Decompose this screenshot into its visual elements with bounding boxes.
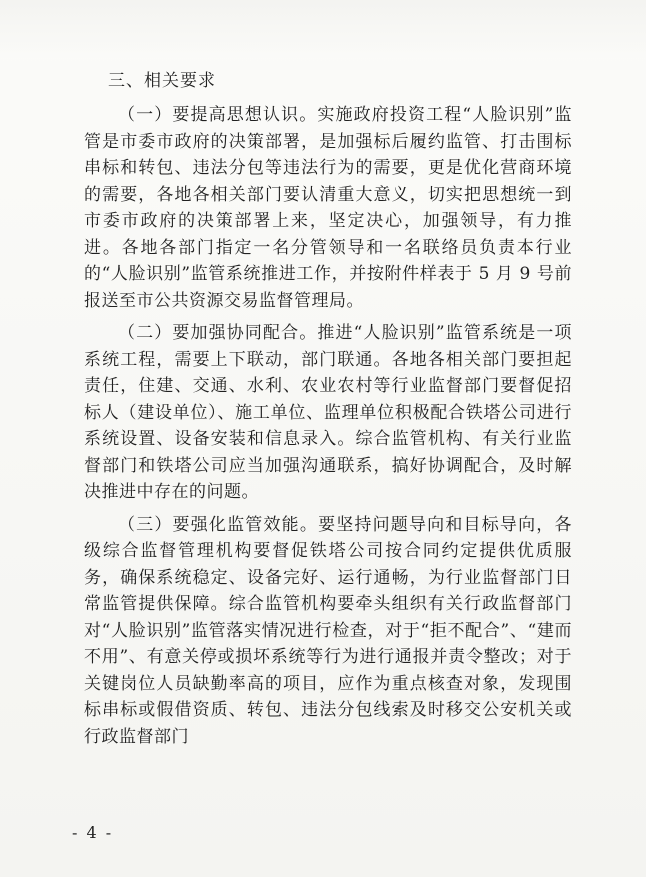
section-heading: 三、相关要求 [108, 71, 216, 91]
paragraph-1 [84, 102, 572, 314]
paragraph-2 [84, 320, 572, 506]
scan-shading [0, 0, 646, 60]
paragraph-3-text: 要坚持问题导向和目标导向，各级综合监督管理机构要督促铁塔公司按合同约定提供优质服务，确保系统稳定、设备完好、运行通畅，为行业监督部门日常监管提供保障。综合监管机构要牵头组织有关行政监督部门对“人脸识别”监管落实情况进行检查，对于“拒不配合”、“建而不用”、有意关停或损坏系统等行为进行通报并责令整改；对于关键岗位人员缺勤率高的项目，应作为重点核查对象，发现围标串标或假借资质、转包、违法分包线索及时移交公安机关或行政监督部门 [84, 514, 572, 747]
page-number: - 4 - [72, 823, 114, 842]
paragraph-1-text: 实施政府投资工程“人脸识别”监管是市委市政府的决策部署，是加强标后履约监管、打击围标串标和转包、违法分包等违法行为的需要，更是优化营商环境的需要，各地各相关部门要认清重大意义，切实把思想统一到市委市政府的决策部署上来，坚定决心，加强领导，有力推进。各地各部门指定一名分管领导和一名联络员负责本行业的“人脸识别”监管系统推进工作，并按附件样表于 5 月 9 号前报送至市公共资源交易监督管理局。 [84, 105, 572, 311]
paragraph-2-text: 推进“人脸识别”监管系统是一项系统工程，需要上下联动，部门联通。各地各相关部门要担起责任，住建、交通、水利、农业农村等行业监督部门要督促招标人（建设单位）、施工单位、监理单位积极配合铁塔公司进行系统设置、设备安装和信息录入。综合监管机构、有关行业监督部门和铁塔公司应当加强沟通联系，搞好协调配合，及时解决推进中存在的问题。 [84, 323, 572, 502]
paragraph-3 [84, 512, 572, 751]
paragraph-2-lead: （二）要加强协同配合。 [118, 323, 318, 343]
document-body [84, 68, 572, 750]
paragraph-1-lead: （一）要提高思想认识。 [118, 105, 318, 125]
paragraph-3-lead: （三）要强化监管效能。 [118, 514, 319, 535]
